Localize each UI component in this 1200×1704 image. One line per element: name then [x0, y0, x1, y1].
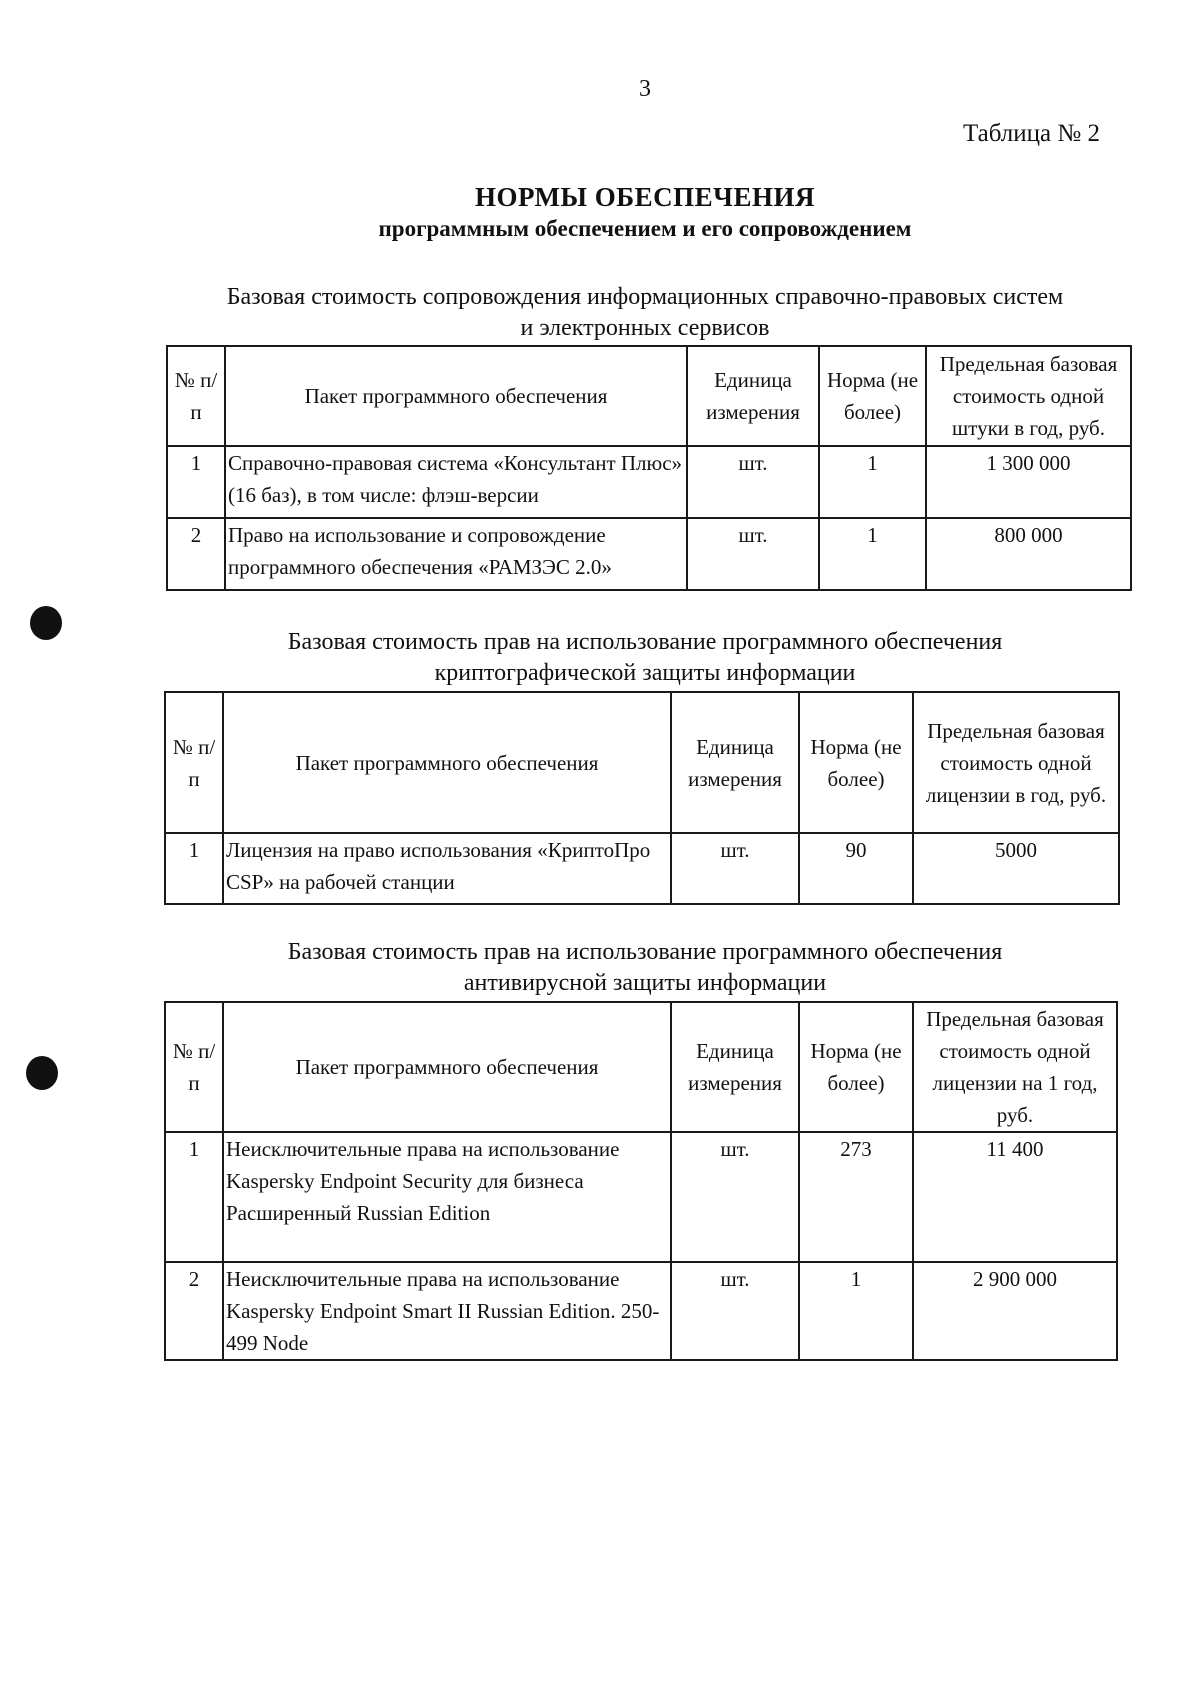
table-header-row	[165, 1002, 1117, 1132]
column-header-unit: Единица измерения	[687, 346, 819, 446]
row-norm: 1	[819, 446, 926, 518]
row-price: 1 300 000	[926, 446, 1131, 518]
table-label: Таблица № 2	[962, 120, 1100, 147]
column-header-package: Пакет программного обеспечения	[223, 692, 671, 833]
row-unit: шт.	[687, 518, 819, 590]
table-row	[165, 1262, 1117, 1360]
document-title: НОРМЫ ОБЕСПЕЧЕНИЯ	[475, 182, 815, 212]
row-price: 11 400	[913, 1132, 1117, 1262]
row-norm: 1	[819, 518, 926, 590]
software-support-table	[166, 345, 1132, 591]
page-number: 3	[639, 76, 651, 102]
row-package: Справочно-правовая система «Консультант Плюс» (16 баз), в том числе: флэш-версии	[225, 446, 687, 518]
row-price: 5000	[913, 833, 1119, 904]
section-heading-line: Базовая стоимость сопровождения информационных справочно-правовых систем	[226, 284, 1064, 310]
section-heading	[120, 627, 1170, 689]
column-header-package: Пакет программного обеспечения	[225, 346, 687, 446]
hole-punch-mark	[30, 606, 62, 640]
table-row	[167, 518, 1131, 590]
column-header-norm: Норма (не более)	[819, 346, 926, 446]
column-header-unit: Единица измерения	[671, 1002, 799, 1132]
row-number: 1	[165, 833, 223, 904]
column-header-package: Пакет программного обеспечения	[223, 1002, 671, 1132]
column-header-unit: Единица измерения	[671, 692, 799, 833]
row-price: 800 000	[926, 518, 1131, 590]
section-heading-line: антивирусной защиты информации	[463, 970, 827, 996]
row-unit: шт.	[671, 833, 799, 904]
column-header-number: № п/п	[165, 692, 223, 833]
row-norm: 1	[799, 1262, 913, 1360]
document-subtitle: программным обеспечением и его сопровождением	[378, 216, 912, 241]
row-number: 2	[165, 1262, 223, 1360]
row-price: 2 900 000	[913, 1262, 1117, 1360]
hole-punch-mark	[26, 1056, 58, 1090]
table-row	[167, 446, 1131, 518]
table-row	[165, 833, 1119, 904]
table-header-row	[165, 692, 1119, 833]
crypto-license-table	[164, 691, 1120, 905]
section-heading-line: криптографической защиты информации	[434, 660, 856, 686]
section-heading-line: Базовая стоимость прав на использование программного обеспечения	[287, 629, 1003, 655]
column-header-number: № п/п	[167, 346, 225, 446]
row-number: 1	[165, 1132, 223, 1262]
column-header-norm: Норма (не более)	[799, 692, 913, 833]
row-norm: 273	[799, 1132, 913, 1262]
column-header-price: Предельная базовая стоимость одной лицензии на 1 год, руб.	[913, 1002, 1117, 1132]
row-number: 2	[167, 518, 225, 590]
section-heading	[120, 937, 1170, 999]
row-package: Право на использование и сопровождение программного обеспечения «РАМЗЭС 2.0»	[225, 518, 687, 590]
column-header-norm: Норма (не более)	[799, 1002, 913, 1132]
section-heading	[120, 282, 1170, 344]
column-header-price: Предельная базовая стоимость одной штуки в год, руб.	[926, 346, 1131, 446]
section-heading-line: и электронных сервисов	[520, 315, 770, 341]
table-header-row	[167, 346, 1131, 446]
table-row	[165, 1132, 1117, 1262]
row-package: Неисключительные права на использование Kaspersky Endpoint Smart II Russian Edition. 250-499 Node	[223, 1262, 671, 1360]
row-unit: шт.	[687, 446, 819, 518]
row-package: Лицензия на право использования «КриптоПро CSP» на рабочей станции	[223, 833, 671, 904]
row-norm: 90	[799, 833, 913, 904]
column-header-number: № п/п	[165, 1002, 223, 1132]
row-unit: шт.	[671, 1132, 799, 1262]
column-header-price: Предельная базовая стоимость одной лицензии в год, руб.	[913, 692, 1119, 833]
section-heading-line: Базовая стоимость прав на использование программного обеспечения	[287, 939, 1003, 965]
row-unit: шт.	[671, 1262, 799, 1360]
row-package: Неисключительные права на использование Kaspersky Endpoint Security для бизнеса Расширенный Russian Edition	[223, 1132, 671, 1262]
row-number: 1	[167, 446, 225, 518]
antivirus-license-table	[164, 1001, 1118, 1361]
